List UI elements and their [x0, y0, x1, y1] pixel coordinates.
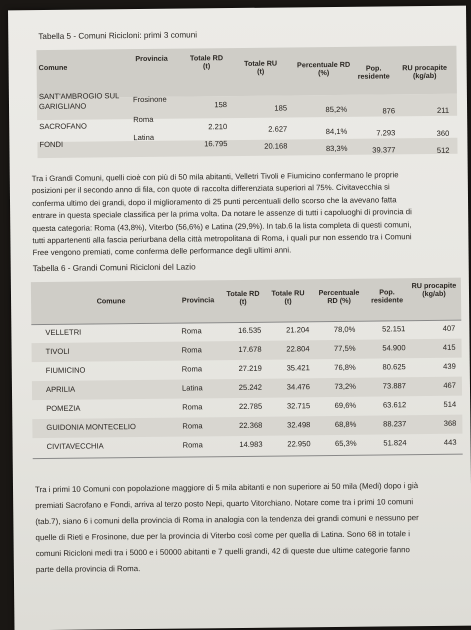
table5-caption: Tabella 5 - Comuni Ricicloni: primi 3 comuni [38, 30, 198, 42]
table-cell-provincia: Roma [182, 440, 203, 450]
table-cell-rd: 16.535 [238, 325, 262, 336]
table-cell-ru: 32.715 [286, 401, 311, 411]
table-cell-ru: 34.476 [286, 382, 311, 392]
table-cell-ru: 185 [274, 103, 288, 113]
table-cell-provincia: Roma [181, 364, 203, 374]
table-cell-procapite: 211 [436, 105, 450, 115]
table-cell-rd: 158 [214, 100, 228, 110]
table-cell-ru: 21.204 [286, 325, 310, 335]
table-cell-comune: CIVITAVECCHIA [46, 441, 104, 452]
table-cell-provincia: Latina [133, 132, 155, 143]
paragraph-line: conferma ultimo dei grandi, dopo il miglioramento di 25 punti percentuali dello scorso che la avevano fatta [31, 195, 397, 208]
table6-rule [33, 454, 463, 460]
paragraph-line: questa categoria: Roma (43,8%), Viterbo (56,6%) e Latina (29,9%). In tab.6 la lista completa di questi comuni, [32, 219, 412, 233]
table5-header-procapite: RU procapite (kg/ab) [402, 62, 448, 81]
table-cell-procapite: 467 [443, 380, 457, 390]
table5-header-comune: Comune [38, 62, 68, 73]
paragraph-line: tutti appartenenti alla fascia periurbana della città metropolitana di Roma, i quali pur non essendo tra i Comuni [32, 232, 412, 246]
table-cell-rd: 16.795 [204, 139, 228, 149]
paragraph-line: quelle di Rieti e Frosinone, due per la provincia di Viterbo così come per quella di Latina. Sono 68 in totale i [35, 529, 411, 543]
table-cell-perc: 76,8% [334, 362, 356, 373]
table-cell-procapite: 407 [442, 323, 456, 333]
table-cell-provincia: Roma [181, 326, 202, 336]
table-cell-ru: 35.421 [286, 363, 310, 373]
table-cell-rd: 2.210 [208, 122, 228, 132]
table-cell-ru: 20.168 [264, 141, 288, 151]
table-cell-comune: GUIDONIA MONTECELIO [46, 422, 136, 433]
table-cell-procapite: 439 [443, 361, 456, 371]
paragraph-line: posizioni per il secondo anno di fila, con quote di raccolta differenziata superiori al 75%. Civitavecchia si [31, 182, 390, 196]
document-page [8, 6, 471, 630]
table-cell-procapite: 415 [442, 342, 456, 352]
table6-header-percentuale: Percentuale RD (%) [318, 287, 360, 306]
table5-header-pop: Pop. residente [357, 63, 390, 82]
table5-header-percentuale: Percentuale RD (%) [296, 59, 351, 78]
table-cell-pop: 51.824 [383, 438, 407, 448]
table6-header-totale-ru: Totale RU (t) [271, 288, 305, 306]
paragraph-comuni-medi [35, 478, 466, 578]
table-cell-perc: 73,2% [334, 381, 357, 392]
table-cell-perc: 84,1% [325, 126, 348, 137]
table-cell-pop: 80.625 [382, 362, 406, 372]
table-cell-provincia: Roma [182, 421, 203, 431]
table-cell-pop: 63.612 [382, 400, 407, 410]
table-cell-pop: 88.237 [383, 419, 407, 429]
table-cell-perc: 83,3% [325, 143, 348, 154]
table6-header-procapite: RU procapite (kg/ab) [411, 280, 457, 299]
table-cell-perc: 68,8% [334, 419, 357, 429]
table-cell-procapite: 368 [443, 418, 457, 428]
table-cell-comune: SANT'AMBROGIO SUL GARIGLIANO [38, 91, 120, 112]
table-cell-pop: 54.900 [382, 343, 406, 353]
table-cell-rd: 22.785 [238, 401, 263, 412]
table-cell-comune: POMEZIA [46, 403, 81, 414]
table-cell-pop: 39.377 [372, 145, 396, 155]
table-cell-perc: 77,5% [333, 343, 356, 354]
table5-header-totale-ru: Totale RU (t) [244, 58, 278, 77]
table-cell-pop: 73.887 [382, 381, 407, 391]
table-cell-procapite: 360 [436, 128, 450, 138]
table-cell-procapite: 512 [436, 145, 450, 155]
table-cell-comune: SACROFANO [39, 121, 87, 132]
table-cell-ru: 22.950 [287, 439, 311, 449]
table-cell-perc: 78,0% [333, 324, 356, 335]
table-cell-provincia: Roma [133, 114, 154, 125]
paragraph-grandi-comuni [32, 169, 461, 260]
table6-header-provincia: Provincia [181, 295, 215, 305]
table-cell-comune: FIUMICINO [45, 365, 86, 376]
table-cell-perc: 65,3% [334, 438, 357, 448]
table-cell-rd: 27.219 [238, 363, 262, 374]
table-cell-rd: 17.678 [238, 344, 262, 355]
table-cell-pop: 7.293 [376, 128, 396, 138]
table-cell-rd: 22.368 [239, 420, 263, 431]
table-cell-perc: 69,6% [334, 400, 357, 410]
table-cell-provincia: Latina [181, 383, 203, 393]
table-cell-perc: 85,2% [325, 104, 348, 115]
paragraph-line: Tra i Grandi Comuni, quelli cioè con più di 50 mila abitanti, Velletri Tivoli e Fiumicino confermano le proprie [31, 170, 399, 184]
paragraph-line: Tra i primi 10 Comuni con popolazione maggiore di 5 mila abitanti e non superiore ai 50 mila (Medi) dopo i già [34, 481, 419, 495]
table5-header-totale-rd: Totale RD (t) [189, 53, 224, 71]
table6-header-pop: Pop. residente [371, 287, 404, 305]
table-cell-ru: 32.498 [287, 420, 311, 430]
table-cell-procapite: 514 [443, 399, 457, 409]
table5-header-provincia: Provincia [135, 53, 168, 64]
table6-caption: Tabella 6 - Grandi Comuni Ricicloni del Lazio [32, 262, 196, 274]
table-cell-comune: APRILIA [45, 384, 76, 395]
paragraph-line: premiati Sacrofano e Fondi, arriva al terzo posto Nepi, quarto Vitorchiano. Notare come tra i primi 10 comuni [35, 497, 414, 511]
table-cell-provincia: Frosinone [132, 94, 167, 105]
table-cell-rd: 14.983 [239, 439, 263, 449]
paragraph-line: Free vengono premiati, come conferma delle performance degli ultimi anni. [32, 245, 292, 258]
table-cell-comune: TIVOLI [45, 346, 70, 357]
table-cell-comune: FONDI [39, 139, 64, 150]
paragraph-line: comuni Ricicloni medi tra i 5000 e i 50000 abitanti e 7 quelli grandi, 42 di queste due ultime categorie fanno [35, 545, 410, 559]
table-cell-ru: 22.804 [286, 344, 310, 354]
table-cell-rd: 25.242 [238, 382, 263, 393]
table6-header-comune: Comune [96, 296, 126, 306]
table-cell-pop: 52.151 [382, 324, 406, 334]
paragraph-line: parte della provincia di Roma. [35, 564, 141, 575]
table-cell-provincia: Roma [181, 345, 202, 355]
table-cell-provincia: Roma [182, 402, 203, 412]
table-cell-pop: 876 [382, 106, 396, 116]
paragraph-line: (tab.7), siano 6 i comuni della provincia di Roma in analogia con la tendenza dei grandi comuni e nessuno per [35, 513, 419, 527]
table-cell-comune: VELLETRI [45, 327, 82, 338]
table-cell-ru: 2.627 [268, 124, 288, 134]
table6-header-totale-rd: Totale RD (t) [226, 288, 260, 307]
paragraph-line: entrare in questa speciale classifica per la prima volta. Da notare le assenze di tutti i capoluoghi di provincia di [32, 207, 412, 221]
table-cell-procapite: 443 [443, 437, 457, 447]
